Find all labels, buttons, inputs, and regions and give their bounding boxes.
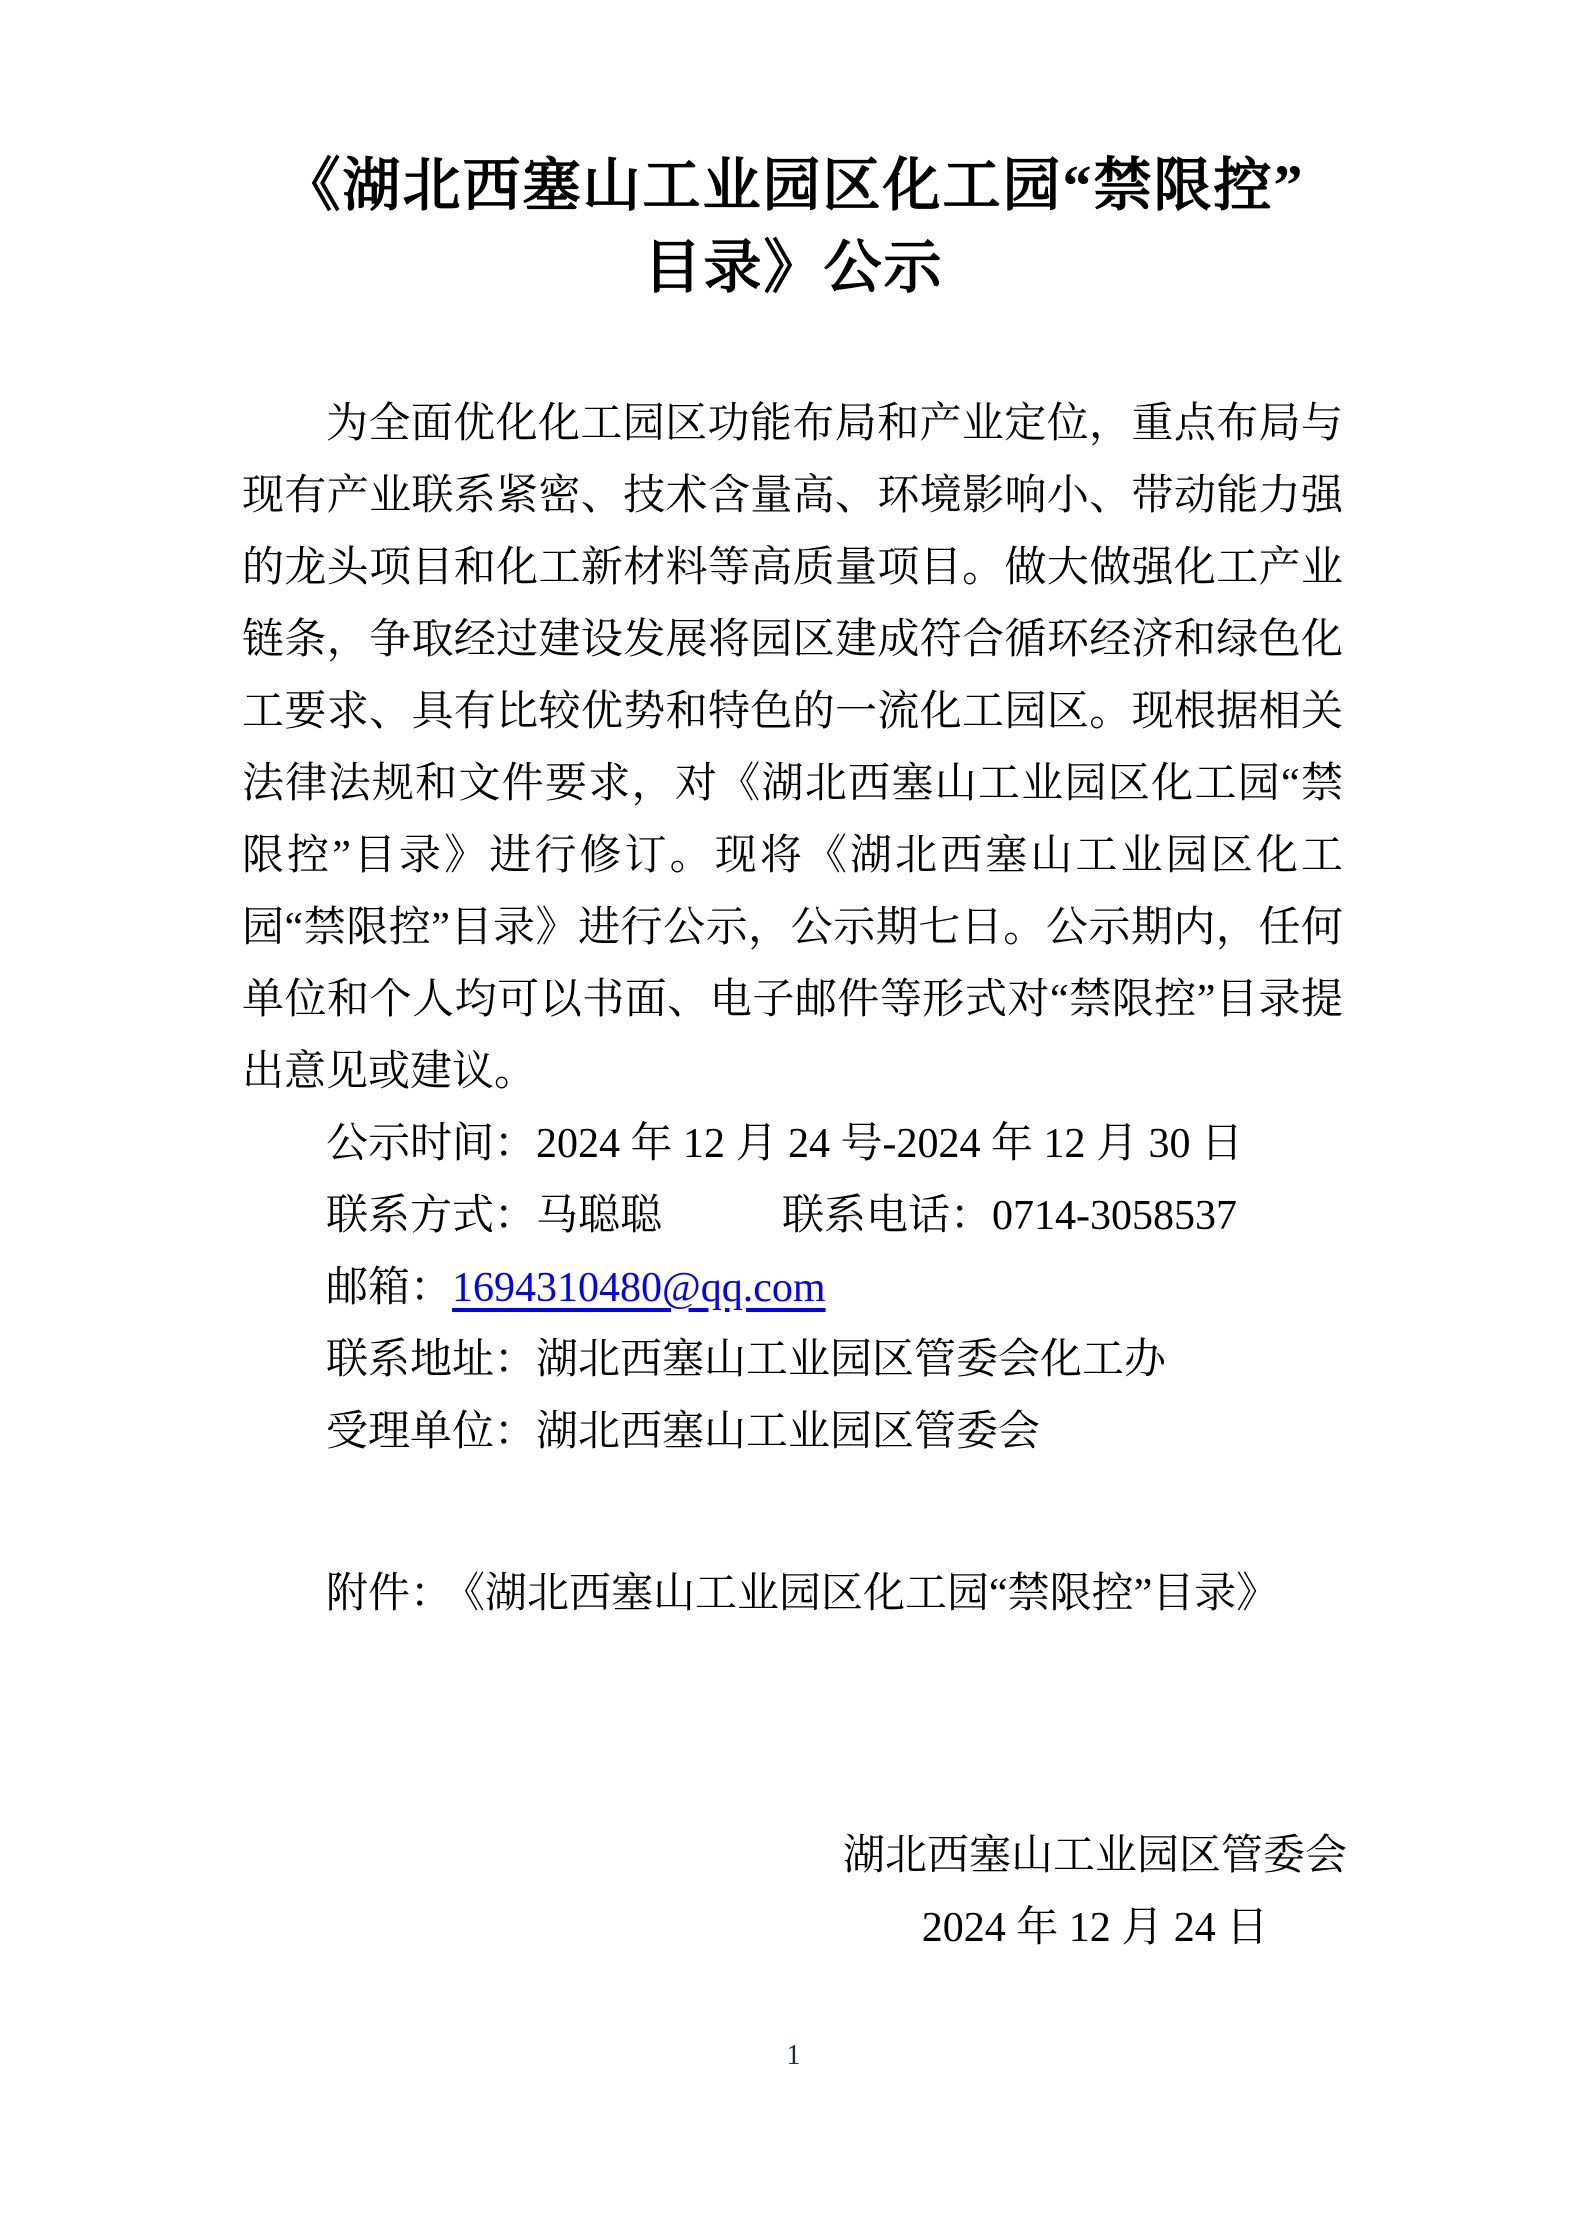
intro-paragraph: 为全面优化化工园区功能布局和产业定位，重点布局与现有产业联系紧密、技术含量高、环境影响小、带动能力强的龙头项目和化工新材料等高质量项目。做大做强化工产业链条，争取经过建设发展将园区建成符合循环经济和绿色化工要求、具有比较优势和特色的一流化工园区。现根据相关法律法规和文件要求，对《湖北西塞山工业园区化工园“禁限控”目录》进行修订。现将《湖北西塞山工业园区化工园“禁限控”目录》进行公示，公示期七日。公示期内，任何单位和个人均可以书面、电子邮件等形式对“禁限控”目录提出意见或建议。 (242, 401, 1343, 1095)
contact-phone: 联系电话：0714-3058537 (782, 1193, 1238, 1239)
contact-address-line: 联系地址：湖北西塞山工业园区管委会化工办 (326, 1337, 1167, 1383)
doc-title-line1: 《湖北西塞山工业园区化工园“禁限控” (282, 153, 1305, 218)
attachment-title: 《湖北西塞山工业园区化工园“禁限控”目录》 (464, 1571, 1279, 1617)
attachment-label: 附件： (326, 1571, 453, 1617)
contact-info-block (326, 1108, 1426, 1468)
doc-title (0, 0, 1587, 309)
email-label: 邮箱： (326, 1265, 453, 1311)
contact-person: 联系方式：马聪聪 (326, 1193, 663, 1239)
accepting-unit-line: 受理单位：湖北西塞山工业园区管委会 (326, 1409, 1041, 1455)
attachment-line (326, 1558, 1587, 1630)
signature-org: 湖北西塞山工业园区管委会 (842, 1833, 1347, 1879)
doc-title-line2: 目录》公示 (643, 235, 944, 300)
email-line (326, 1252, 1426, 1324)
signature-block (600, 1820, 1587, 1964)
contact-line (326, 1180, 1426, 1252)
publicity-time-line: 公示时间：2024 年 12 月 24 号-2024 年 12 月 30 日 (326, 1121, 1243, 1167)
page-number: 1 (786, 2040, 801, 2071)
email-link[interactable]: 1694310480@qq.com (452, 1265, 826, 1311)
signature-date: 2024 年 12 月 24 日 (921, 1905, 1269, 1951)
